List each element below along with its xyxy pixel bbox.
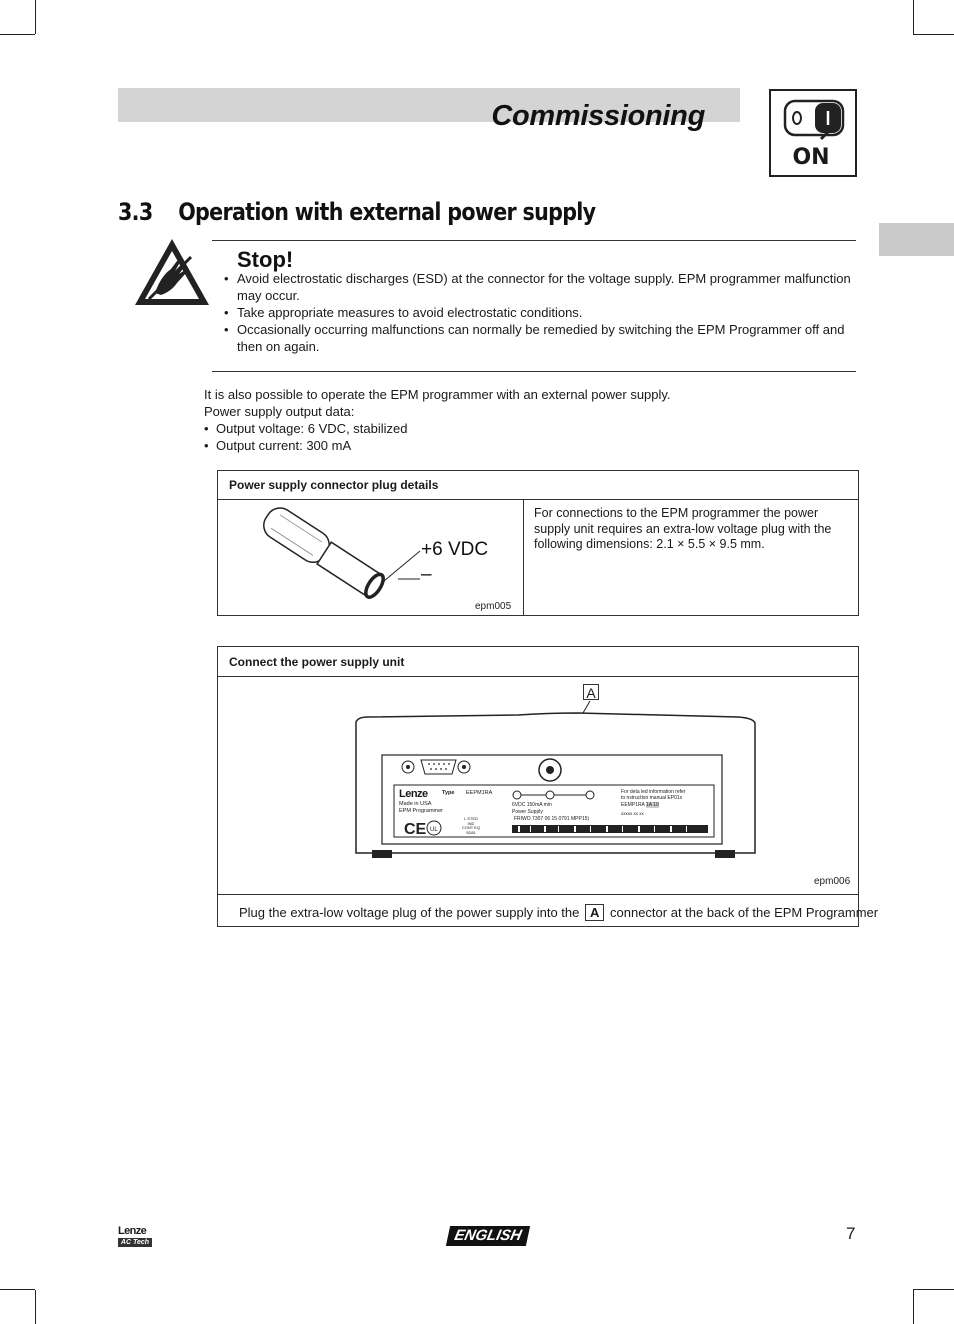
label-supply: Power Supply: [512, 809, 543, 815]
crop-mark: [35, 0, 36, 34]
label-brand: Lenze: [399, 788, 428, 800]
callout-a: A: [583, 684, 599, 700]
crop-mark: [0, 34, 35, 35]
label-part-rev: 1A 10: [646, 802, 659, 808]
plug-leader-lines: [368, 531, 428, 591]
output-data-list: [204, 420, 824, 454]
footer-logo-bottom: AC Tech: [118, 1238, 152, 1247]
label-type: Type: [442, 790, 455, 796]
table-footer: [218, 894, 879, 927]
label-part-code-value: EEMP1RA: [621, 802, 645, 808]
label-listing-line: CONT EQ: [461, 825, 481, 830]
section-heading: [118, 198, 595, 226]
plug-details-table: [217, 470, 859, 616]
crop-mark: [0, 1289, 35, 1290]
page-number: 7: [846, 1224, 856, 1243]
svg-text:UL: UL: [430, 827, 438, 833]
warning-item: • Take appropriate measures to avoid electrostatic conditions.: [224, 304, 854, 321]
label-made-in: Made in USA: [399, 801, 432, 807]
section-number: 3.3: [118, 198, 153, 226]
intro-line: It is also possible to operate the EPM programmer with an external power supply.: [204, 387, 671, 402]
output-data-item: • Output current: 300 mA: [204, 437, 824, 454]
label-type-value: EEPM1RA: [466, 790, 493, 796]
figure-id: epm005: [475, 601, 512, 612]
crop-mark: [913, 1290, 914, 1324]
warning-item: • Avoid electrostatic discharges (ESD) at the connector for the voltage supply. EPM programmer malfunction may occur.: [224, 270, 854, 304]
warning-list: [224, 270, 854, 355]
crop-mark: [913, 0, 914, 34]
section-title: Operation with external power supply: [178, 198, 596, 226]
svg-text:CE: CE: [404, 821, 427, 838]
side-tab: [879, 223, 954, 256]
on-label: ON: [792, 145, 830, 170]
table-header-label: Power supply connector plug details: [229, 478, 439, 492]
connect-instruction: [239, 904, 878, 921]
power-switch-icon: [769, 89, 857, 177]
table-header-label: Connect the power supply unit: [229, 655, 405, 669]
label-listing: [458, 817, 484, 835]
crop-mark: [913, 1289, 954, 1290]
table-header: [218, 471, 858, 500]
label-listing-line: 5D81: [466, 829, 476, 835]
crop-mark: [35, 1290, 36, 1324]
plus-voltage-label: +6 VDC: [421, 539, 489, 560]
label-info: to nstruction manual EP01x: [621, 795, 683, 801]
label-serial: xxxxx xx xx: [621, 811, 644, 816]
warning-bottom-rule: [212, 371, 856, 372]
table-divider: [523, 500, 524, 616]
label-part-code: [621, 802, 659, 808]
output-data-item: • Output voltage: 6 VDC, stabilized: [204, 420, 824, 437]
epm-programmer-back-view: [218, 647, 858, 892]
label-listing-line: L STED: [464, 816, 478, 821]
label-supply-rating: 6VDC 150mA min: [512, 802, 552, 808]
label-info: For deta led information refer: [621, 789, 686, 795]
crop-mark: [913, 34, 954, 35]
plug-description: For connections to the EPM programmer the power supply unit requires an extra-low voltage plug with the following dimensions: 2.1 × 5.5 × 9.5 mm.: [534, 506, 832, 551]
instruction-text: connector at the back of the EPM Programmer: [610, 905, 879, 920]
warning-top-rule: [212, 240, 856, 241]
footer-logo: [118, 1226, 152, 1247]
instruction-text: Plug the extra-low voltage plug of the power supply into the: [239, 905, 580, 920]
minus-label: –: [421, 564, 432, 585]
figure-id: epm006: [814, 876, 851, 887]
label-product: EPM Programmer: [399, 808, 444, 814]
warning-title: Stop!: [237, 247, 294, 272]
language-badge: ENGLISH: [446, 1226, 530, 1246]
esd-warning-icon: [133, 237, 211, 312]
intro-line: Power supply output data:: [204, 404, 355, 419]
label-listing-line: IND: [467, 820, 475, 826]
warning-item: • Occasionally occurring malfunctions can normally be remedied by switching the EPM Programmer off and then on again.: [224, 321, 854, 355]
label-supply-model: FRIWO 7307 06 15 0791 MPP15): [514, 816, 590, 822]
intro-text: [204, 386, 824, 454]
chapter-title: Commissioning: [491, 100, 705, 132]
connector-marker: A: [585, 904, 604, 921]
footer-logo-top: Lenze: [118, 1225, 147, 1237]
connect-table: [217, 646, 879, 927]
